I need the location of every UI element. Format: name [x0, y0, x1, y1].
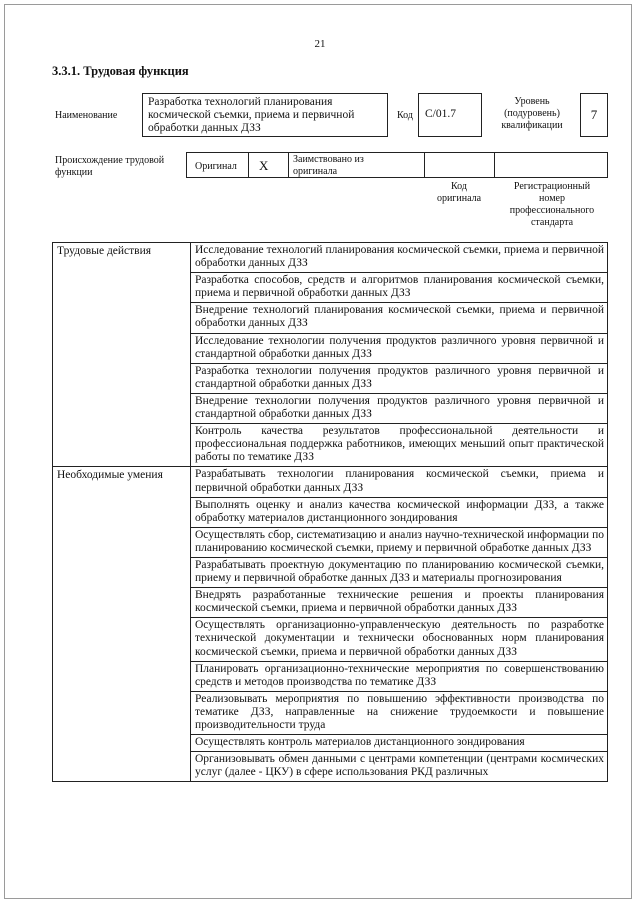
- page-number: 21: [314, 38, 326, 50]
- origin-label-line: Происхождение трудовой: [55, 155, 165, 166]
- code-value-box: С/01.7: [418, 93, 482, 137]
- level-label-line: Уровень: [514, 96, 550, 107]
- table-cell-item: Организовывать обмен данными с центрами компетенции (центрами космических услуг (далее - ЦКУ) в сфере использования РКД различных: [191, 752, 608, 782]
- table-row: [53, 243, 608, 273]
- level-label-line: квалификации: [501, 120, 563, 131]
- level-value-box: 7: [580, 93, 608, 137]
- work-functions-table: [52, 242, 608, 782]
- code-original-cell: [425, 153, 495, 177]
- borrowed-label: [289, 153, 425, 177]
- table-cell-item: Осуществлять организационно-управленческую деятельность по разработке технической документации и технически обоснованных норм планирования космической съемки, приема и первичной обработки данных ДЗЗ: [191, 618, 608, 661]
- origin-label-line: функции: [55, 167, 93, 178]
- table-cell-item: Планировать организационно-технические мероприятия по совершенствованию средств и методов производства по тематике ДЗЗ: [191, 661, 608, 691]
- caption-line: профессионального: [509, 205, 595, 216]
- table-cell-item: Разработка способов, средств и алгоритмов планирования космической съемки, приема и первичной обработки данных ДЗЗ: [191, 273, 608, 303]
- table-cell-item: Внедрение технологии получения продуктов различного уровня первичной и стандартной обработки данных ДЗЗ: [191, 393, 608, 423]
- table-cell-item: Выполнять оценку и анализ качества космической информации ДЗЗ, а также обработку материалов дистанционного зондирования: [191, 497, 608, 527]
- section-title: 3.3.1. Трудовая функция: [52, 64, 189, 78]
- table-cell-item: Разрабатывать технологии планирования космической съемки, приема и первичной обработки данных ДЗЗ: [191, 467, 608, 497]
- table-cell-item: Реализовывать мероприятия по повышению эффективности производства по тематике ДЗЗ, направленные на снижение трудоемкости и повышение производительности труда: [191, 691, 608, 734]
- table-cell-item: Осуществлять контроль материалов дистанционного зондирования: [191, 735, 608, 752]
- table-cell-item: Внедрение технологий планирования космической съемки, приема и первичной обработки данных ДЗЗ: [191, 303, 608, 333]
- reg-number-cell: [495, 153, 607, 177]
- origin-row: [186, 152, 608, 178]
- section-category: Необходимые умения: [53, 467, 191, 782]
- name-label: Наименование: [55, 110, 118, 121]
- function-name-box: Разработка технологий планирования космической съемки, приема и первичной обработки данных ДЗЗ: [142, 93, 388, 137]
- level-label: [487, 96, 577, 132]
- original-mark: X: [249, 153, 289, 177]
- origin-label: [55, 155, 185, 179]
- borrowed-label-line: Заимствовано из: [293, 154, 364, 165]
- caption-line: оригинала: [436, 193, 482, 204]
- caption-line: Код: [451, 181, 467, 192]
- reg-number-caption: [496, 181, 608, 229]
- level-label-line: (подуровень): [504, 108, 560, 119]
- table-cell-item: Исследование технологии получения продуктов различного уровня первичной и стандартной обработки данных ДЗЗ: [191, 333, 608, 363]
- caption-line: стандарта: [530, 217, 574, 228]
- code-original-caption: [424, 181, 494, 205]
- code-label: Код: [397, 110, 413, 121]
- table-cell-item: Разрабатывать проектную документацию по планированию космической съемки, приему и первичной обработке данных ДЗЗ и материалы прогнозирования: [191, 557, 608, 587]
- table-row: [53, 467, 608, 497]
- table-cell-item: Исследование технологий планирования космической съемки, приема и первичной обработки данных ДЗЗ: [191, 243, 608, 273]
- caption-line: номер: [539, 193, 565, 204]
- table-cell-item: Контроль качества результатов профессиональной деятельности и профессиональная поддержка работников, имеющих меньший опыт практической работы по тематике ДЗЗ: [191, 424, 608, 467]
- table-cell-item: Разработка технологии получения продуктов различного уровня первичной и стандартной обработки данных ДЗЗ: [191, 363, 608, 393]
- caption-line: Регистрационный: [513, 181, 591, 192]
- borrowed-label-line: оригинала: [293, 166, 338, 177]
- table-cell-item: Осуществлять сбор, систематизацию и анализ научно-технической информации по планированию космической съемки, приему и первичной обработке данных ДЗЗ: [191, 527, 608, 557]
- section-category: Трудовые действия: [53, 243, 191, 467]
- table-cell-item: Внедрять разработанные технические решения и проекты планирования космической съемки, приема и первичной обработки данных ДЗЗ: [191, 588, 608, 618]
- original-label: Оригинал: [187, 153, 249, 177]
